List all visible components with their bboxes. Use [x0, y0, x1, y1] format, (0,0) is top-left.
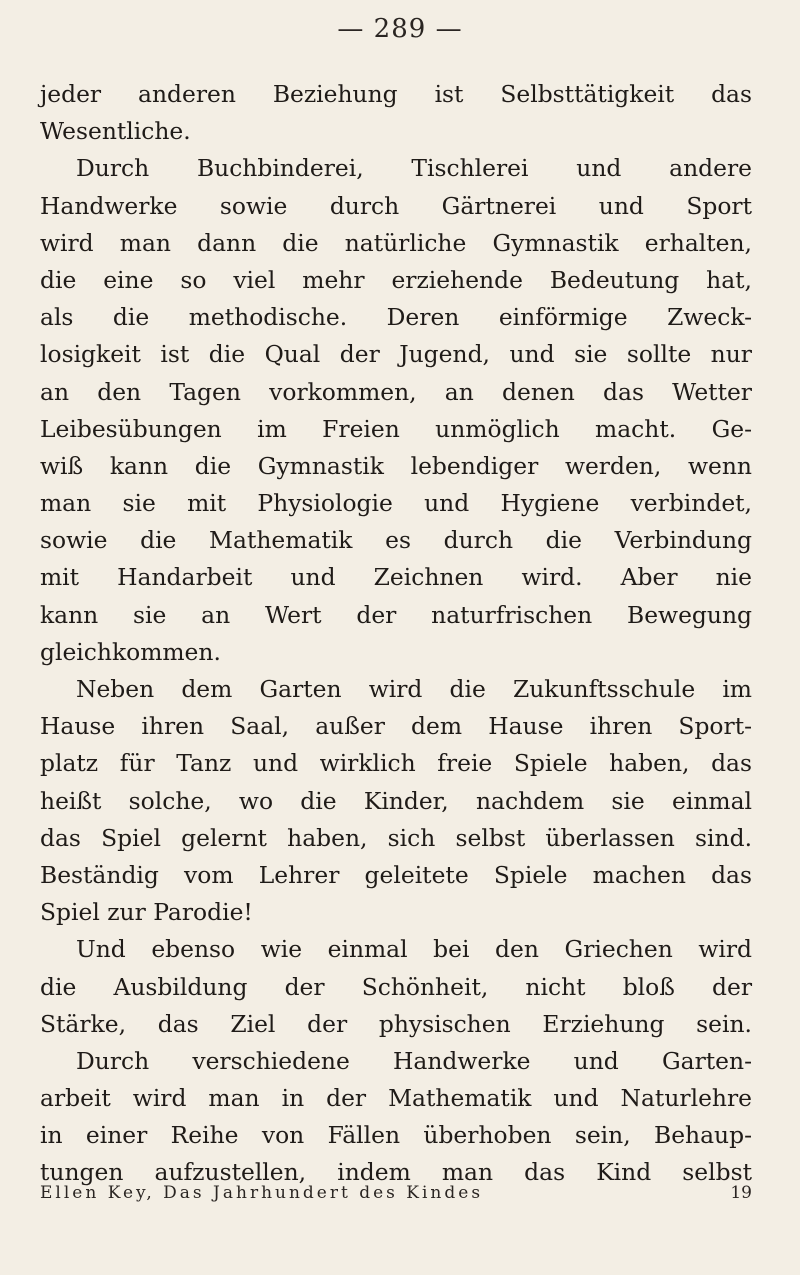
- text-line: jeder anderen Beziehung ist Selbsttätigkeit das: [40, 80, 752, 108]
- text-line: Und ebenso wie einmal bei den Griechen wird: [76, 935, 752, 964]
- text-line: mit Handarbeit und Zeichnen wird. Aber nie: [40, 563, 752, 592]
- text-line: Stärke, das Ziel der physischen Erziehung sein.: [40, 1009, 752, 1038]
- text-line: Beständig vom Lehrer geleitete Spiele machen das: [40, 860, 752, 889]
- text-line: kann sie an Wert der naturfrischen Bewegung: [40, 600, 752, 629]
- page-number: — 289 —: [337, 14, 463, 44]
- text-line: Leibesübungen im Freien unmöglich macht. Ge-: [40, 414, 752, 443]
- text-line: sowie die Mathematik es durch die Verbindung: [40, 526, 752, 555]
- text-line: Durch verschiedene Handwerke und Garten-: [76, 1046, 752, 1075]
- text-line: in einer Reihe von Fällen überhoben sein, Behaup-: [40, 1121, 752, 1150]
- text-line: an den Tagen vorkommen, an denen das Wetter: [40, 377, 752, 406]
- text-line: Neben dem Garten wird die Zukunftsschule im: [76, 675, 752, 703]
- text-line: man sie mit Physiologie und Hygiene verbindet,: [40, 489, 752, 518]
- body-text: [40, 76, 752, 1192]
- page-footer: [40, 1183, 752, 1203]
- text-line: wiß kann die Gymnastik lebendiger werden, wenn: [40, 451, 752, 480]
- text-line: tungen aufzustellen, indem man das Kind selbst: [40, 1158, 752, 1187]
- text-line: losigkeit ist die Qual der Jugend, und sie sollte nur: [40, 340, 752, 369]
- signature-number: 19: [730, 1183, 752, 1203]
- footer-signature: Ellen Key, Das Jahrhundert des Kindes: [40, 1183, 484, 1203]
- text-line: gleichkommen.: [40, 637, 221, 666]
- text-line: die Ausbildung der Schönheit, nicht bloß der: [40, 972, 752, 1001]
- text-line: Handwerke sowie durch Gärtnerei und Sport: [40, 191, 752, 220]
- text-line: Hause ihren Saal, außer dem Hause ihren Sport-: [40, 712, 752, 741]
- text-line: das Spiel gelernt haben, sich selbst überlassen sind.: [40, 823, 752, 852]
- text-line: platz für Tanz und wirklich freie Spiele haben, das: [40, 749, 752, 778]
- text-line: heißt solche, wo die Kinder, nachdem sie einmal: [40, 786, 752, 815]
- text-line: die eine so viel mehr erziehende Bedeutung hat,: [40, 265, 752, 294]
- text-line: wird man dann die natürliche Gymnastik erhalten,: [40, 228, 752, 257]
- text-line: Durch Buchbinderei, Tischlerei und andere: [76, 154, 752, 183]
- text-line: arbeit wird man in der Mathematik und Naturlehre: [40, 1084, 752, 1113]
- text-line: Spiel zur Parodie!: [40, 898, 253, 927]
- text-line: als die methodische. Deren einförmige Zweck-: [40, 303, 752, 332]
- text-line: Wesentliche.: [40, 117, 191, 146]
